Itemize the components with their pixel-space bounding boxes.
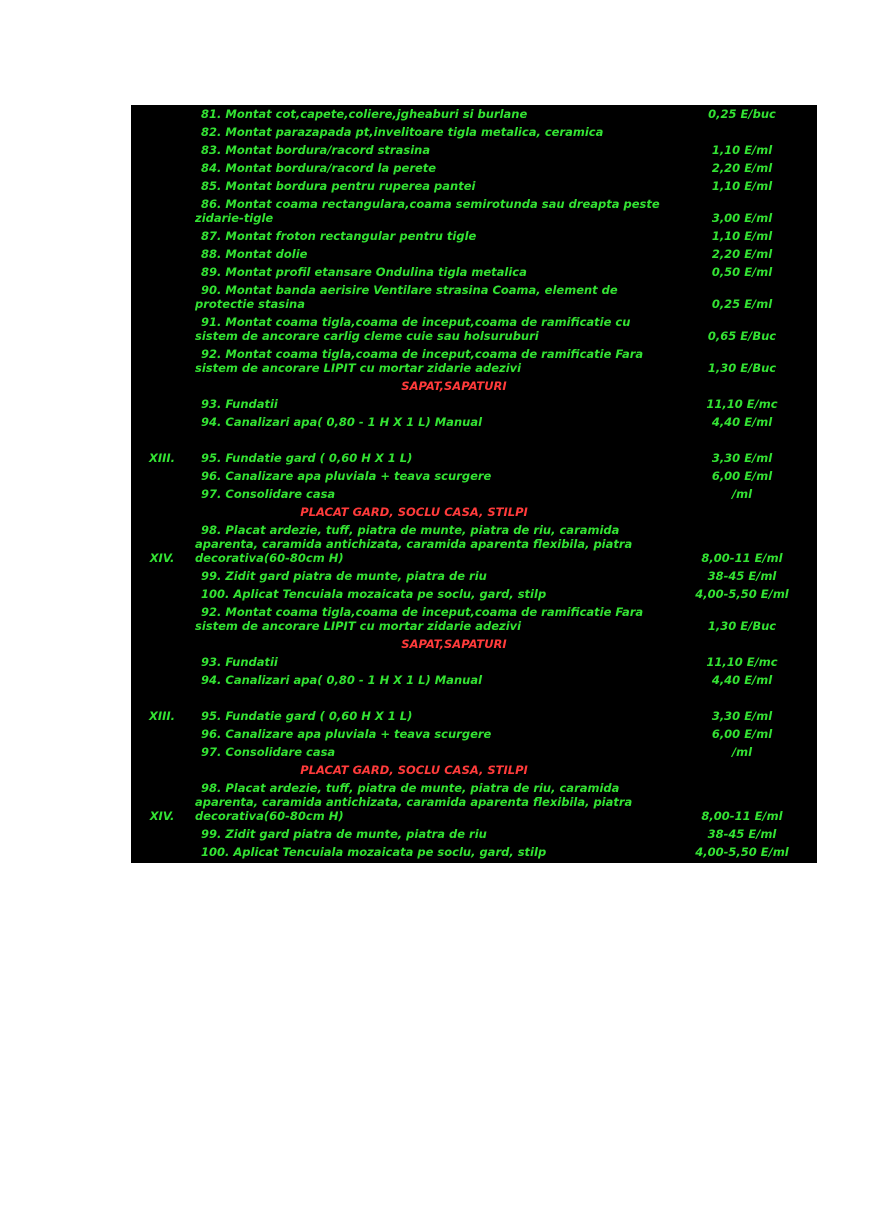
section-heading <box>131 503 817 521</box>
description-line: aparenta, caramida antichizata, caramida aparenta flexibila, piatra <box>195 537 633 551</box>
row-spacer <box>131 431 817 449</box>
item-price: 8,00-11 E/ml <box>701 551 783 565</box>
section-heading <box>131 761 817 779</box>
table-row <box>131 485 817 503</box>
description-line: decorativa(60-80cm H) <box>195 551 344 565</box>
description-line: 92. Montat coama tigla,coama de inceput,coama de ramificatie Fara <box>201 347 644 361</box>
description-line: 93. Fundatii <box>201 655 278 669</box>
table-row <box>131 395 817 413</box>
item-price: 1,30 E/Buc <box>707 619 777 633</box>
price-list-table <box>131 105 817 863</box>
item-price: 1,10 E/ml <box>711 179 773 193</box>
description-line: 99. Zidit gard piatra de munte, piatra de riu <box>201 569 487 583</box>
table-row <box>131 263 817 281</box>
item-description <box>193 143 667 157</box>
item-description <box>193 197 667 225</box>
description-line: 98. Placat ardezie, tuff, piatra de munte, piatra de riu, caramida <box>201 523 620 537</box>
item-price: 0,65 E/Buc <box>707 329 777 343</box>
item-description <box>193 469 667 483</box>
table-row <box>131 449 817 467</box>
table-row <box>131 825 817 843</box>
item-price: 0,50 E/ml <box>711 265 773 279</box>
item-price: 11,10 E/mc <box>706 655 778 669</box>
description-line: 100. Aplicat Tencuiala mozaicata pe soclu, gard, stilp <box>201 587 547 601</box>
description-line: 95. Fundatie gard ( 0,60 H X 1 L) <box>201 709 413 723</box>
description-line: 100. Aplicat Tencuiala mozaicata pe soclu, gard, stilp <box>201 845 547 859</box>
table-row <box>131 779 817 825</box>
description-line: sistem de ancorare carlig cleme cuie sau holsuruburi <box>195 329 539 343</box>
table-row <box>131 227 817 245</box>
section-heading <box>131 377 817 395</box>
item-description <box>193 845 667 859</box>
description-line: 90. Montat banda aerisire Ventilare strasina Coama, element de <box>201 283 618 297</box>
item-description <box>193 587 667 601</box>
description-line: 98. Placat ardezie, tuff, piatra de munte, piatra de riu, caramida <box>201 781 620 795</box>
description-line: 93. Fundatii <box>201 397 278 411</box>
item-price: 38-45 E/ml <box>707 827 777 841</box>
description-line: protectie stasina <box>195 297 305 311</box>
item-description <box>193 451 667 465</box>
description-line: 86. Montat coama rectangulara,coama semirotunda sau dreapta peste <box>201 197 660 211</box>
section-heading <box>131 635 817 653</box>
item-description <box>193 283 667 311</box>
section-number: XIII. <box>148 451 176 465</box>
description-line: 81. Montat cot,capete,coliere,jgheaburi si burlane <box>201 107 528 121</box>
description-line: 96. Canalizare apa pluviala + teava scurgere <box>201 727 492 741</box>
table-row <box>131 707 817 725</box>
item-price: 3,00 E/ml <box>711 211 773 225</box>
table-row <box>131 585 817 603</box>
description-line: 83. Montat bordura/racord strasina <box>201 143 431 157</box>
section-heading-text: SAPAT,SAPATURI <box>401 637 507 651</box>
item-price: /ml <box>731 487 753 501</box>
item-description <box>193 107 667 121</box>
table-row <box>131 177 817 195</box>
table-row <box>131 159 817 177</box>
item-description <box>193 827 667 841</box>
item-description <box>193 347 667 375</box>
description-line: 96. Canalizare apa pluviala + teava scurgere <box>201 469 492 483</box>
item-description <box>193 315 667 343</box>
item-description <box>193 397 667 411</box>
description-line: 97. Consolidare casa <box>201 487 336 501</box>
item-price: 38-45 E/ml <box>707 569 777 583</box>
item-price: 4,40 E/ml <box>711 673 773 687</box>
item-price: 0,25 E/buc <box>708 107 776 121</box>
description-line: 97. Consolidare casa <box>201 745 336 759</box>
table-row <box>131 141 817 159</box>
table-row <box>131 345 817 377</box>
item-description <box>193 265 667 279</box>
table-row <box>131 743 817 761</box>
item-description <box>193 125 667 139</box>
table-row <box>131 725 817 743</box>
item-description <box>193 161 667 175</box>
section-number: XIV. <box>149 809 175 823</box>
section-number: XIII. <box>148 709 176 723</box>
section-heading-text: PLACAT GARD, SOCLU CASA, STILPI <box>300 763 528 777</box>
item-description <box>193 487 667 501</box>
item-price: 0,25 E/ml <box>711 297 773 311</box>
item-price: 6,00 E/ml <box>711 469 773 483</box>
description-line: zidarie-tigle <box>195 211 274 225</box>
description-line: sistem de ancorare LIPIT cu mortar zidarie adezivi <box>195 619 522 633</box>
description-line: 95. Fundatie gard ( 0,60 H X 1 L) <box>201 451 413 465</box>
table-row <box>131 245 817 263</box>
table-row <box>131 653 817 671</box>
item-price: 8,00-11 E/ml <box>701 809 783 823</box>
description-line: sistem de ancorare LIPIT cu mortar zidarie adezivi <box>195 361 522 375</box>
description-line: 92. Montat coama tigla,coama de inceput,coama de ramificatie Fara <box>201 605 644 619</box>
table-row <box>131 603 817 635</box>
table-row <box>131 567 817 585</box>
description-line: aparenta, caramida antichizata, caramida aparenta flexibila, piatra <box>195 795 633 809</box>
item-price: 11,10 E/mc <box>706 397 778 411</box>
description-line: 84. Montat bordura/racord la perete <box>201 161 437 175</box>
item-description <box>193 523 667 565</box>
table-row <box>131 123 817 141</box>
item-description <box>193 781 667 823</box>
table-row <box>131 195 817 227</box>
item-price: 1,10 E/ml <box>711 229 773 243</box>
item-description <box>193 415 667 429</box>
description-line: decorativa(60-80cm H) <box>195 809 344 823</box>
item-description <box>193 727 667 741</box>
description-line: 82. Montat parazapada pt,invelitoare tigla metalica, ceramica <box>201 125 604 139</box>
description-line: 89. Montat profil etansare Ondulina tigla metalica <box>201 265 527 279</box>
section-heading-text: PLACAT GARD, SOCLU CASA, STILPI <box>300 505 528 519</box>
description-line: 91. Montat coama tigla,coama de inceput,coama de ramificatie cu <box>201 315 631 329</box>
table-row <box>131 521 817 567</box>
item-description <box>193 655 667 669</box>
item-description <box>193 179 667 193</box>
item-price: 4,00-5,50 E/ml <box>695 587 789 601</box>
table-row <box>131 105 817 123</box>
item-price: 4,00-5,50 E/ml <box>695 845 789 859</box>
description-line: 94. Canalizari apa( 0,80 - 1 H X 1 L) Manual <box>201 673 483 687</box>
item-price: 3,30 E/ml <box>711 709 773 723</box>
item-price: /ml <box>731 745 753 759</box>
table-row <box>131 671 817 689</box>
description-line: 87. Montat froton rectangular pentru tigle <box>201 229 477 243</box>
row-spacer <box>131 689 817 707</box>
item-description <box>193 745 667 759</box>
item-description <box>193 673 667 687</box>
item-description <box>193 709 667 723</box>
item-price: 2,20 E/ml <box>711 247 773 261</box>
table-row <box>131 467 817 485</box>
item-description <box>193 605 667 633</box>
table-row <box>131 843 817 861</box>
item-price: 6,00 E/ml <box>711 727 773 741</box>
item-price: 1,10 E/ml <box>711 143 773 157</box>
section-number: XIV. <box>149 551 175 565</box>
description-line: 85. Montat bordura pentru ruperea pantei <box>201 179 476 193</box>
item-description <box>193 229 667 243</box>
item-description <box>193 247 667 261</box>
item-price: 3,30 E/ml <box>711 451 773 465</box>
item-price: 1,30 E/Buc <box>707 361 777 375</box>
description-line: 88. Montat dolie <box>201 247 308 261</box>
table-row <box>131 281 817 313</box>
table-row <box>131 313 817 345</box>
table-row <box>131 413 817 431</box>
item-price: 2,20 E/ml <box>711 161 773 175</box>
item-price: 4,40 E/ml <box>711 415 773 429</box>
section-heading-text: SAPAT,SAPATURI <box>401 379 507 393</box>
item-description <box>193 569 667 583</box>
description-line: 94. Canalizari apa( 0,80 - 1 H X 1 L) Manual <box>201 415 483 429</box>
description-line: 99. Zidit gard piatra de munte, piatra de riu <box>201 827 487 841</box>
